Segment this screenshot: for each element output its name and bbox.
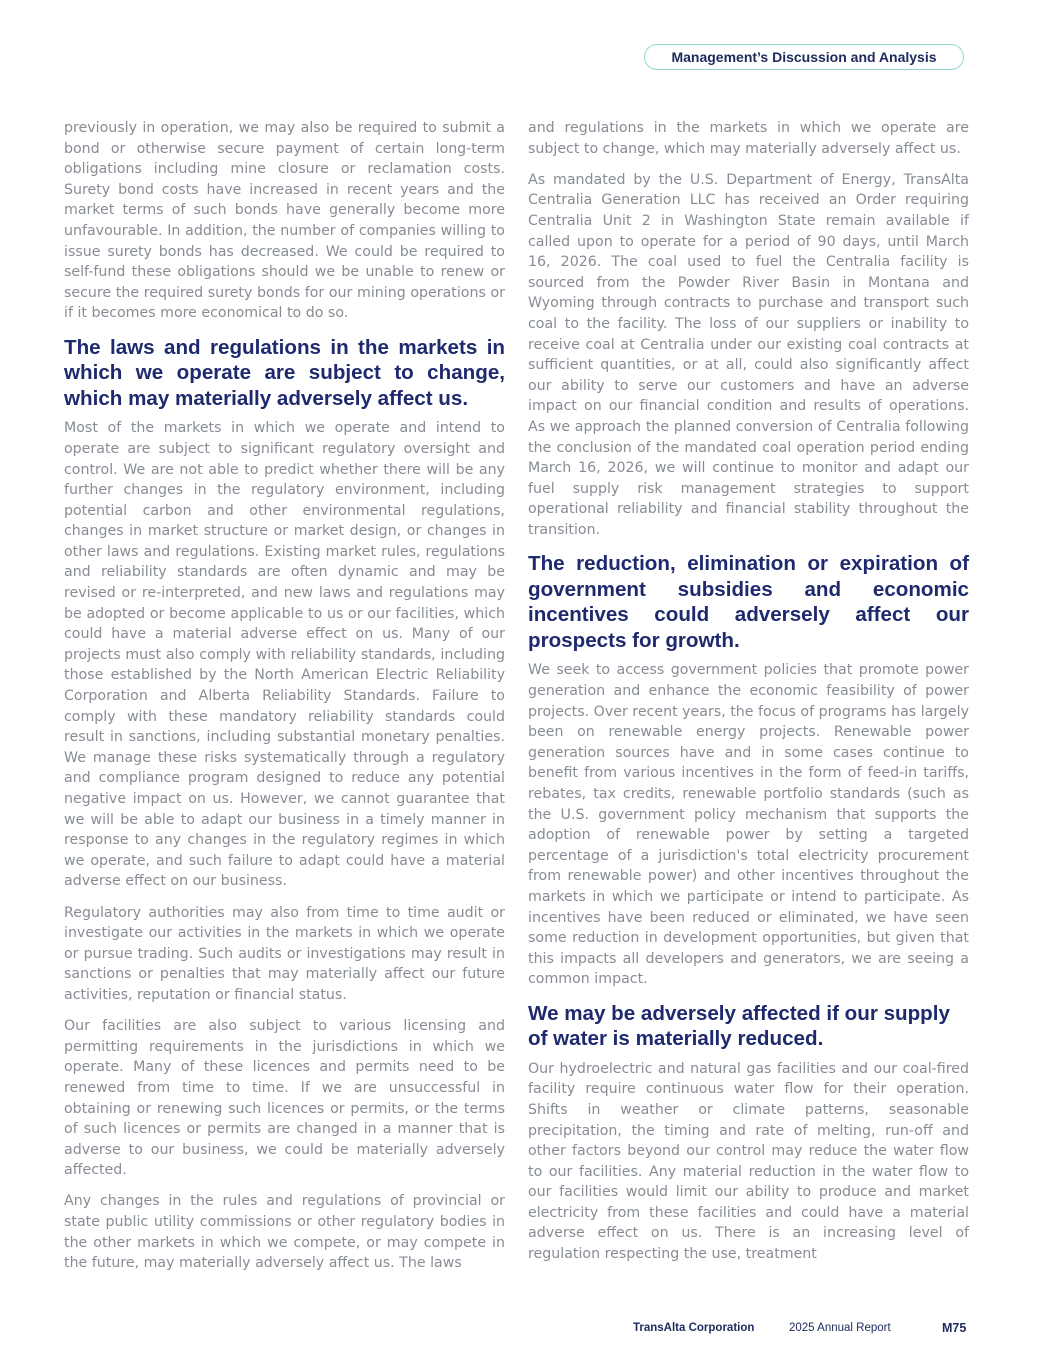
left-heading-laws-regulations: The laws and regulations in the markets in which we operate are subject to change, which may materially adversely affect us.	[64, 335, 505, 410]
left-paragraph-1: previously in operation, we may also be required to submit a bond or otherwise secure payment of certain long-term obligations including mine closure or reclamation costs. Surety bond costs have increased in recent years and the market terms of such bonds have generally become more unfavourable. In addition, the number of companies willing to issue surety bonds has decreased. We could be required to self-fund these obligations should we be unable to renew or secure the required surety bonds for our mining operations or if it becomes more economical to do so.	[64, 120, 505, 322]
footer-report-title: 2025 Annual Report	[789, 1322, 891, 1334]
left-paragraph-5: Any changes in the rules and regulations of provincial or state public utility commissions or other regulatory bodies in the other markets in which we compete, or may compete in the future, may materially adversely affect us. The laws	[64, 1193, 505, 1272]
section-header-badge	[644, 44, 964, 70]
right-heading-water-supply: We may be adversely affected if our supply of water is materially reduced.	[528, 1001, 950, 1051]
right-paragraph-2: As mandated by the U.S. Department of Energy, TransAlta Centralia Generation LLC has received an Order requiring Centralia Unit 2 in Washington State remain available if called upon to operate for a period of 90 days, until March 16, 2026. The coal used to fuel the Centralia facility is sourced from the Powder River Basin in Montana and Wyoming through contracts to purchase and transport such coal to the facility. The loss of our suppliers or inability to receive coal at Centralia under our existing coal contracts at sufficient quantities, or at all, could also significantly affect our ability to serve our customers and have an adverse impact on our financial condition and results of operations. As we approach the planned conversion of Centralia following the conclusion of the mandated coal operation period ending March 16, 2026, we will continue to monitor and adapt our fuel supply risk management strategies to support operational reliability and financial stability throughout the transition.	[528, 171, 969, 538]
left-paragraph-2: Most of the markets in which we operate and intend to operate are subject to significant regulatory oversight and control. We are not able to predict whether there will be any further changes in the regulatory environment, including potential carbon and other environmental regulations, changes in market structure or market design, or changes in other laws and regulations. Existing market rules, regulations and reliability standards are often dynamic and may be revised or re-interpreted, and new laws and regulations may be adopted or become applicable to us or our facilities, which could have a material adverse effect on us. Many of our projects must also comply with reliability standards, including those established by the North American Electric Reliability Corporation and Alberta Reliability Standards. Failure to comply with these mandatory reliability standards could result in sanctions, including substantial monetary penalties. We manage these risks systematically through a regulatory and compliance program designed to reduce any potential negative impact on us. However, we cannot guarantee that we will be able to adapt our business in a timely manner in response to any changes in the regulatory regimes in which we operate, and such failure to adapt could have a material adverse effect on our business.	[64, 420, 505, 890]
footer-company: TransAlta Corporation	[633, 1322, 755, 1334]
left-column	[64, 118, 505, 1284]
left-paragraph-3: Regulatory authorities may also from time to time audit or investigate our activities in the markets in which we operate or pursue trading. Such audits or investigations may result in sanctions or penalties that may materially affect our future activities, reputation or financial status.	[64, 904, 505, 1003]
right-heading-subsidies: The reduction, elimination or expiration of government subsidies and economic incentives could adversely affect our prospects for growth.	[528, 552, 969, 652]
right-paragraph-4: Our hydroelectric and natural gas facilities and our coal-fired facility require continuous water flow for their operation. Shifts in weather or climate patterns, seasonable precipitation, the timing and rate of melting, run-off and other factors beyond our control may reduce the water flow to our facilities. Any material reduction in the water flow to our facilities would limit our ability to produce and market electricity from these facilities and could have a material adverse effect on us. There is an increasing level of regulation respecting the use, treatment	[528, 1060, 969, 1263]
section-title: Management’s Discussion and Analysis	[671, 49, 937, 65]
left-paragraph-4: Our facilities are also subject to various licensing and permitting requirements in the jurisdictions in which we operate. Many of these licences and permits need to be renewed from time to time. If we are unsuccessful in obtaining or renewing such licences or permits, or the terms of such licences or permits are changed in a manner that is adverse to our business, we could be materially adversely affected.	[64, 1018, 505, 1179]
page-footer	[0, 1322, 1048, 1338]
right-paragraph-3: We seek to access government policies that promote power generation and enhance the economic feasibility of power projects. Over recent years, the focus of programs has largely been on renewable energy projects. Renewable power generation sources have and in some cases continue to benefit from various incentives in the form of feed-in tariffs, rebates, tax credits, renewable portfolio standards (such as the U.S. government policy mechanism that supports the adoption of renewable power by setting a targeted percentage of a jurisdiction's total electricity procurement from renewable power) and other incentives throughout the markets in which we participate or intend to participate. As incentives have been reduced or eliminated, we have seen some reduction in development opportunities, but given that this impacts all developers and generators, we are seeing a common impact.	[528, 662, 969, 988]
page-number: M75	[942, 1321, 967, 1335]
right-column	[528, 118, 969, 1275]
right-paragraph-1: and regulations in the markets in which we operate are subject to change, which may materially adversely affect us.	[528, 120, 969, 157]
